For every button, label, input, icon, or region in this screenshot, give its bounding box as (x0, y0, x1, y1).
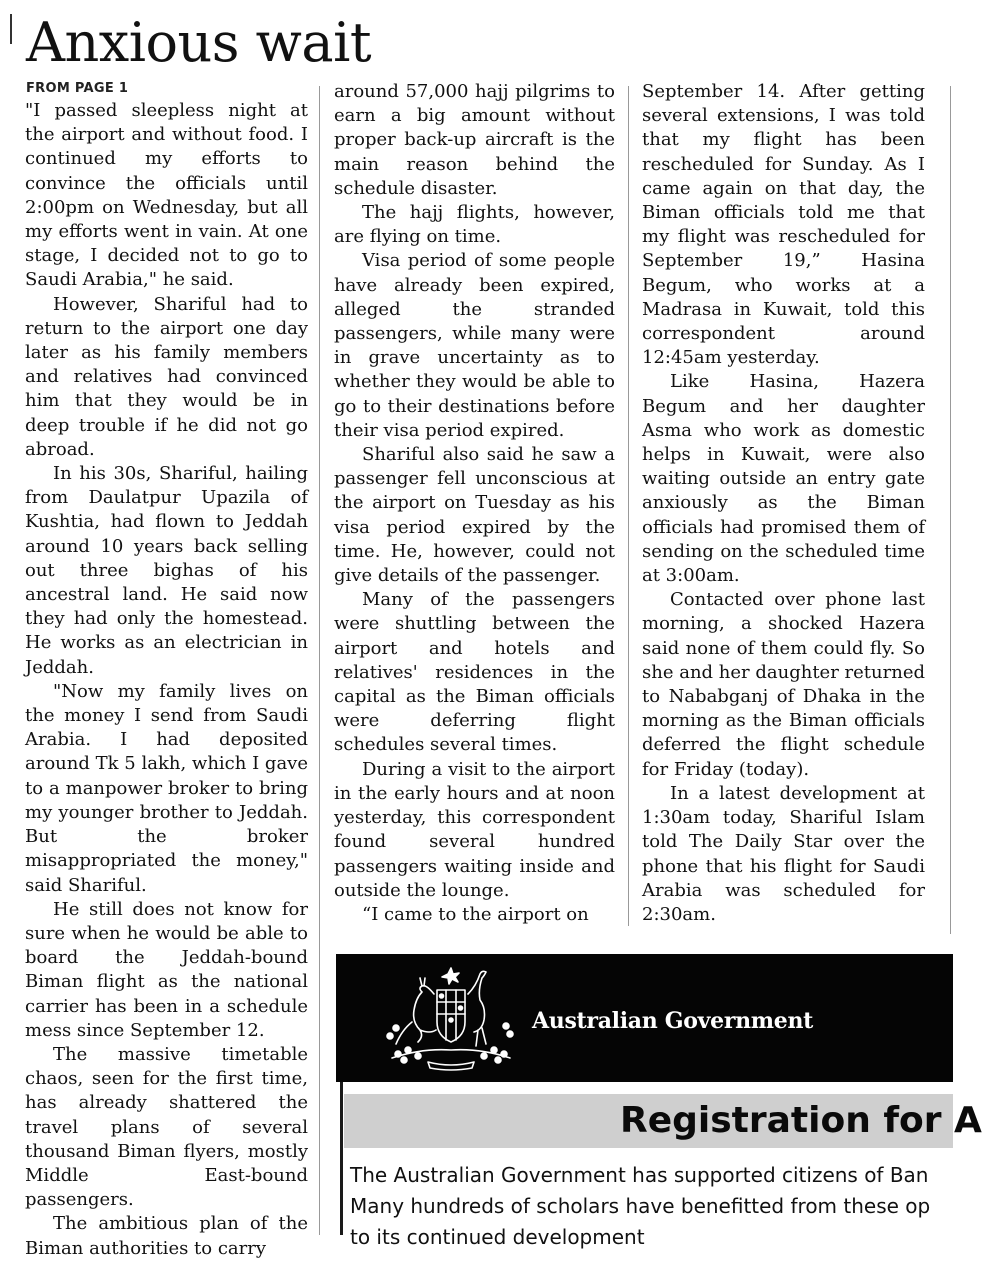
paragraph: "Now my family lives on the money I send from Saudi Arabia. I had deposited around Tk 5 lakh, which I gave to a manpower broker to bring my younger brother to Jeddah. But the broker misappropriated the money," said Shariful. (25, 680, 308, 896)
column-rule (10, 14, 12, 44)
paragraph: Many of the passengers were shuttling between the airport and hotels and relatives' residences in the capital as the Biman officials were deferring flight schedules several times. (334, 589, 615, 756)
paragraph: The massive timetable chaos, seen for the first time, has already shattered the travel plans of several thousand Biman flyers, mostly Middle East-bound passengers. (25, 1043, 308, 1211)
paragraph: around 57,000 hajj pilgrims to earn a big amount without proper back-up aircraft is the main reason behind the schedule disaster. (334, 81, 615, 199)
column-divider (319, 86, 320, 1235)
paragraph: Visa period of some people have already been expired, alleged the stranded passengers, while many were in grave uncertainty as to whether they would be able to go to their destinations before their visa period expired. (334, 250, 615, 441)
paragraph: The hajj flights, however, are flying on time. (334, 202, 615, 248)
paragraph: "I passed sleepless night at the airport and without food. I continued my efforts to convince the officials until 2:00pm on Wednesday, but all my efforts went in vain. At one stage, I decided not to go to Saudi Arabia," he said. (25, 100, 308, 291)
ad-body-line: Many hundreds of scholars have benefitted from these op (350, 1194, 931, 1218)
article-column-1 (25, 99, 308, 1259)
advertisement (336, 954, 982, 1249)
paragraph: Shariful also said he saw a passenger fell unconscious at the airport on Tuesday as his visa period expired by the time. He, however, could not give details of the passenger. (334, 444, 615, 587)
paragraph: However, Shariful had to return to the airport one day later as his family members and relatives had convinced him that they would be in deep trouble if he did not go abroad. (25, 293, 308, 460)
article-column-3 (642, 80, 925, 930)
ad-body-text (350, 1160, 990, 1253)
paragraph: The ambitious plan of the Biman authorities to carry (25, 1213, 308, 1259)
ad-heading: Registration for A (620, 1100, 982, 1141)
paragraph: In a latest development at 1:30am today, Shariful Islam told The Daily Star over the phone that his flight for Saudi Arabia was scheduled for 2:30am. (642, 782, 925, 925)
coat-of-arms-icon (382, 964, 520, 1072)
ad-brand-name: Australian Government (532, 1008, 814, 1034)
column-divider (950, 86, 951, 934)
paragraph: Like Hasina, Hazera Begum and her daughter Asma who work as domestic helps in Kuwait, were also waiting outside an entry gate anxiously as the Biman officials had promised them of sending on the scheduled time at 3:00am. (642, 371, 925, 587)
paragraph: Contacted over phone last morning, a shocked Hazera said none of them could fly. So she and her daughter returned to Nababganj of Dhaka in the morning as the Biman officials deferred the flight schedule for Friday (today). (642, 589, 925, 780)
ad-body-line: The Australian Government has supported citizens of Ban (350, 1163, 929, 1187)
article-headline: Anxious wait (26, 11, 372, 74)
paragraph: During a visit to the airport in the early hours and at noon yesterday, this correspondent found several hundred passengers waiting inside and outside the lounge. (334, 758, 615, 901)
paragraph: “I came to the airport on (362, 903, 589, 925)
ad-body-line: to its continued development (350, 1225, 645, 1249)
jump-label: FROM PAGE 1 (26, 81, 129, 96)
paragraph: He still does not know for sure when he would be able to board the Jeddah-bound Biman flight as the national carrier has been in a schedule mess since September 12. (25, 898, 308, 1041)
paragraph: In his 30s, Shariful, hailing from Daulatpur Upazila of Kushtia, had flown to Jeddah around 10 years back selling out three bighas of his ancestral land. He said now they had only the homestead. He works as an electrician in Jeddah. (25, 463, 308, 678)
paragraph: September 14. After getting several extensions, I was told that my flight has been rescheduled for Sunday. As I came again on that day, the Biman officials told me that my flight was rescheduled for September 19,” Hasina Begum, who works at a Madrasa in Kuwait, told this correspondent around 12:45am yesterday. (642, 81, 925, 369)
column-divider (628, 86, 629, 926)
article-column-2 (334, 80, 615, 935)
